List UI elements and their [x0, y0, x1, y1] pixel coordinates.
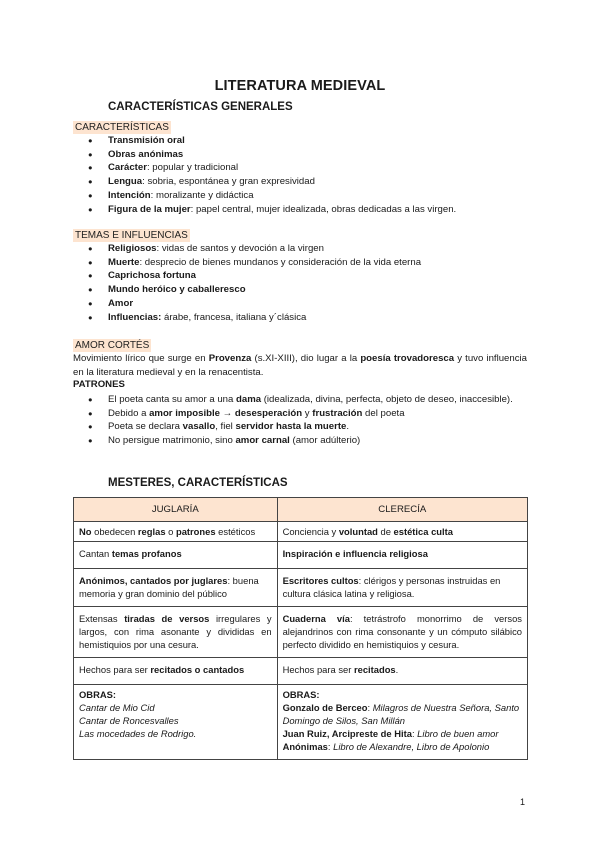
obra-author: Juan Ruiz, Arcipreste de Hita [282, 728, 412, 739]
table-row [74, 607, 528, 658]
header-juglaria: JUGLARÍA [74, 498, 278, 522]
list-caracteristicas [88, 134, 528, 216]
cell-juglaria: No obedecen reglas o patrones estéticos [74, 522, 278, 542]
list-item: ● Obras anónimas [88, 148, 528, 162]
obra-title: Cantar de Mio Cid [79, 702, 155, 713]
list-item: ● Carácter: popular y tradicional [88, 161, 528, 175]
list-item: ● Mundo heróico y caballeresco [88, 283, 528, 297]
cell-clerecia: Cuaderna vía: tetrástrofo monorrimo de versos alejandrinos con rima consonante y un cómputo silábico perfecto dividido en hemistiquios y cesura. [277, 607, 527, 658]
list-item: ● Religiosos: vidas de santos y devoción a la virgen [88, 242, 528, 256]
amor-cortes-paragraph: Movimiento lírico que surge en Provenza (s.XI-XIII), dio lugar a la poesía trovadoresca y tuvo influencia en la literatura medieval y en la renacentista. [73, 353, 527, 378]
list-item: ● Debido a amor imposible → desesperación y frustración del poeta [88, 407, 525, 421]
cell-clerecia: Hechos para ser recitados. [277, 658, 527, 685]
list-item: ● El poeta canta su amor a una dama (idealizada, divina, perfecta, objeto de deseo, inaccesible). [88, 393, 525, 407]
section-amor-cortes: AMOR CORTÉS [75, 340, 150, 351]
list-item: ● Influencias: árabe, francesa, italiana y´clásica [88, 311, 528, 325]
table-header-row [74, 498, 528, 522]
list-temas [88, 242, 528, 324]
obra-title: Las mocedades de Rodrigo. [79, 728, 197, 739]
list-item: ● Poeta se declara vasallo, fiel servidor hasta la muerte. [88, 420, 525, 434]
list-item: ● Lengua: sobria, espontánea y gran expresividad [88, 175, 528, 189]
cell-clerecia: Escritores cultos: clérigos y personas instruidas en cultura clásica latina y religiosa. [277, 569, 527, 607]
obra-title: Libro de Alexandre, Libro de Apolonio [333, 741, 490, 752]
list-item: ● Figura de la mujer: papel central, mujer idealizada, obras dedicadas a las virgen. [88, 203, 528, 217]
patrones-label: PATRONES [73, 379, 125, 390]
obra-title: Libro de buen amor [417, 728, 499, 739]
list-item: ● Muerte: desprecio de bienes mundanos y consideración de la vida eterna [88, 256, 528, 270]
subtitle-general: CARACTERÍSTICAS GENERALES [108, 101, 293, 113]
obras-label: OBRAS: [79, 689, 116, 700]
table-row [74, 685, 528, 760]
page-number: 1 [520, 797, 526, 807]
cell-clerecia: Inspiración e influencia religiosa [277, 542, 527, 569]
obra-author: Gonzalo de Berceo [282, 702, 368, 713]
header-clerecia: CLERECÍA [277, 498, 527, 522]
cell-clerecia-obras: OBRAS: Gonzalo de Berceo: Milagros de Nuestra Señora, Santo Domingo de Silos, San Millán Juan Ruiz, Arcipreste de Hita: Libro de buen amor Anónimas: Libro de Alexandre, Libro de Apolonio [277, 685, 527, 760]
list-item: ● Intención: moralizante y didáctica [88, 189, 528, 203]
table-row [74, 522, 528, 542]
list-item: ● Caprichosa fortuna [88, 269, 528, 283]
table-row [74, 542, 528, 569]
obra-title: Milagros de Nuestra Señora, Santo Domingo de Silos, San Millán [282, 702, 520, 726]
subtitle-mesteres: MESTERES, CARACTERÍSTICAS [108, 477, 288, 489]
section-temas: TEMAS E INFLUENCIAS [75, 230, 188, 241]
table-row [74, 658, 528, 685]
list-patrones [88, 393, 525, 448]
cell-juglaria: Extensas tiradas de versos irregulares y largos, con rima asonante y divididas en hemistiquios por una cesura. [74, 607, 278, 658]
obra-title: Cantar de Roncesvalles [79, 715, 179, 726]
cell-juglaria: Cantan temas profanos [74, 542, 278, 569]
list-item: ● Transmisión oral [88, 134, 528, 148]
list-item: ● Amor [88, 297, 528, 311]
cell-juglaria-obras [74, 685, 278, 760]
cell-juglaria: Hechos para ser recitados o cantados [74, 658, 278, 685]
cell-juglaria: Anónimos, cantados por juglares: buena memoria y gran dominio del público [74, 569, 278, 607]
list-item: ● No persigue matrimonio, sino amor carnal (amor adúlterio) [88, 434, 525, 448]
obra-author: Anónimas [282, 741, 328, 752]
section-caracteristicas: CARACTERÍSTICAS [75, 122, 169, 133]
mesteres-table [73, 497, 528, 760]
table-row [74, 569, 528, 607]
obras-label: OBRAS: [282, 689, 320, 700]
page-title: LITERATURA MEDIEVAL [214, 78, 386, 94]
cell-clerecia: Conciencia y voluntad de estética culta [277, 522, 527, 542]
